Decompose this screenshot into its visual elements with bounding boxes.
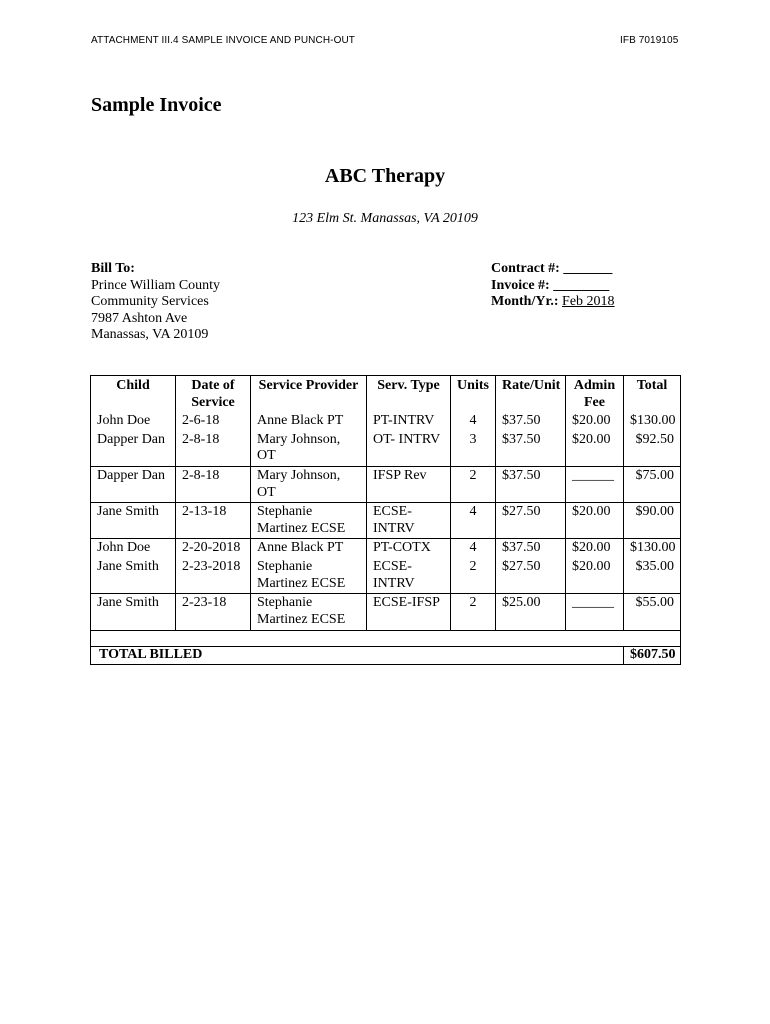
table-row	[91, 431, 681, 467]
bill-to-line: Prince William County	[91, 277, 221, 293]
cell-units: 4	[451, 503, 496, 539]
cell-total: $130.00	[624, 412, 681, 431]
invoice-number-label: Invoice #:	[491, 277, 550, 293]
cell-rate: $27.50	[496, 503, 566, 539]
cell-units: 4	[451, 412, 496, 431]
bill-to-line: 7987 Ashton Ave	[91, 310, 188, 326]
cell-total: $90.00	[624, 503, 681, 539]
cell-units: 2	[451, 558, 496, 594]
table-row	[91, 503, 681, 539]
cell-units: 3	[451, 431, 496, 467]
cell-rate: $37.50	[496, 431, 566, 467]
cell-date: 2-8-18	[176, 466, 251, 502]
cell-provider: Stephanie Martinez ECSE	[251, 503, 367, 539]
cell-date: 2-23-2018	[176, 558, 251, 594]
cell-units: 2	[451, 466, 496, 502]
cell-admin-fee: $20.00	[566, 558, 624, 594]
spacer-cell	[91, 631, 681, 647]
cell-total: $75.00	[624, 466, 681, 502]
document-title: Sample Invoice	[91, 94, 222, 116]
month-year-value: Feb 2018	[562, 294, 615, 310]
cell-child: Dapper Dan	[91, 466, 176, 502]
header-provider: Service Provider	[251, 376, 367, 413]
table-row	[91, 558, 681, 594]
cell-rate: $37.50	[496, 539, 566, 558]
cell-serv-type: ECSE-INTRV	[367, 558, 451, 594]
table-row	[91, 466, 681, 502]
header-admin-fee: Admin Fee	[566, 376, 624, 413]
table-row	[91, 594, 681, 631]
table-spacer-row	[91, 631, 681, 647]
total-billed-label: TOTAL BILLED	[91, 647, 624, 665]
cell-rate: $25.00	[496, 594, 566, 631]
bill-to-line: Manassas, VA 20109	[91, 327, 209, 343]
cell-provider: Mary Johnson, OT	[251, 431, 367, 467]
cell-serv-type: IFSP Rev	[367, 466, 451, 502]
cell-admin-fee: ______	[566, 594, 624, 631]
contract-value: _______	[563, 261, 613, 276]
header-total: Total	[624, 376, 681, 413]
cell-serv-type: ECSE-INTRV	[367, 503, 451, 539]
cell-provider: Anne Black PT	[251, 412, 367, 431]
cell-total: $130.00	[624, 539, 681, 558]
cell-date: 2-8-18	[176, 431, 251, 467]
invoice-meta-block	[491, 261, 615, 311]
table-row	[91, 412, 681, 431]
cell-date: 2-23-18	[176, 594, 251, 631]
invoice-number-value: ________	[553, 277, 610, 293]
cell-total: $92.50	[624, 431, 681, 467]
cell-date: 2-20-2018	[176, 539, 251, 558]
company-name: ABC Therapy	[324, 165, 446, 187]
cell-admin-fee: $20.00	[566, 431, 624, 467]
cell-units: 2	[451, 594, 496, 631]
cell-serv-type: ECSE-IFSP	[367, 594, 451, 631]
cell-date: 2-13-18	[176, 503, 251, 539]
cell-provider: Stephanie Martinez ECSE	[251, 558, 367, 594]
contract-label: Contract #:	[491, 261, 560, 276]
bill-to-line: Community Services	[91, 294, 209, 310]
company-address: 123 Elm St. Manassas, VA 20109	[292, 211, 478, 226]
header-serv-type: Serv. Type	[367, 376, 451, 413]
cell-serv-type: OT- INTRV	[367, 431, 451, 467]
cell-child: Jane Smith	[91, 558, 176, 594]
cell-rate: $27.50	[496, 558, 566, 594]
cell-date: 2-6-18	[176, 412, 251, 431]
cell-admin-fee: $20.00	[566, 412, 624, 431]
total-row	[91, 647, 681, 665]
cell-serv-type: PT-INTRV	[367, 412, 451, 431]
cell-rate: $37.50	[496, 466, 566, 502]
cell-serv-type: PT-COTX	[367, 539, 451, 558]
contract-line	[491, 261, 615, 278]
bill-to-block	[91, 261, 220, 344]
table-header-row	[91, 376, 681, 413]
header-rate: Rate/Unit	[496, 376, 566, 413]
cell-rate: $37.50	[496, 412, 566, 431]
header-date: Date of Service	[176, 376, 251, 413]
bill-to-label: Bill To:	[91, 261, 135, 276]
cell-child: Jane Smith	[91, 594, 176, 631]
cell-child: John Doe	[91, 539, 176, 558]
cell-provider: Mary Johnson, OT	[251, 466, 367, 502]
header-child: Child	[91, 376, 176, 413]
cell-admin-fee: $20.00	[566, 503, 624, 539]
cell-provider: Anne Black PT	[251, 539, 367, 558]
cell-units: 4	[451, 539, 496, 558]
cell-total: $35.00	[624, 558, 681, 594]
invoice-number-line	[491, 278, 615, 295]
month-year-label: Month/Yr.:	[491, 294, 559, 310]
cell-child: Dapper Dan	[91, 431, 176, 467]
cell-total: $55.00	[624, 594, 681, 631]
total-billed-value: $607.50	[624, 647, 681, 665]
cell-child: John Doe	[91, 412, 176, 431]
page-header-right: IFB 7019105	[620, 35, 679, 46]
cell-child: Jane Smith	[91, 503, 176, 539]
cell-admin-fee: $20.00	[566, 539, 624, 558]
cell-provider: Stephanie Martinez ECSE	[251, 594, 367, 631]
invoice-table	[90, 375, 681, 665]
table-row	[91, 539, 681, 558]
cell-admin-fee: ______	[566, 466, 624, 502]
page-header-left: ATTACHMENT III.4 SAMPLE INVOICE AND PUNCH-OUT	[91, 35, 355, 46]
month-year-line	[491, 294, 615, 311]
header-units: Units	[451, 376, 496, 413]
